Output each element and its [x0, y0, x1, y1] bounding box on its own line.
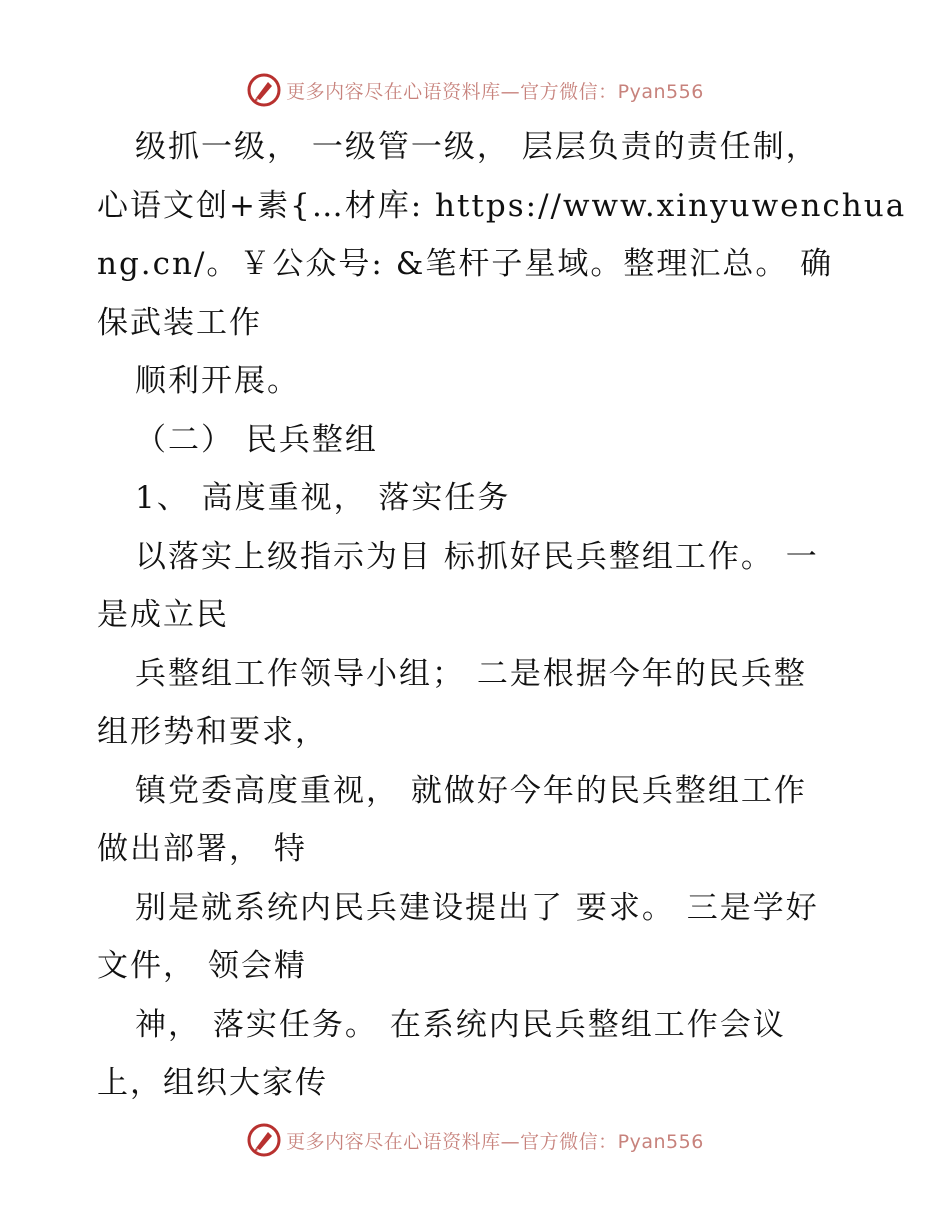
pen-logo-icon	[246, 1122, 282, 1158]
text-line: 文件， 领会精	[97, 948, 307, 984]
text-line: 以落实上级指示为目 标抓好民兵整组工作。 一	[135, 538, 819, 575]
banner-text: 更多内容尽在心语资料库—官方微信：Pyan556	[286, 80, 704, 103]
text-line: 组形势和要求，	[97, 714, 328, 750]
text-line: 做出部署， 特	[97, 831, 307, 867]
text-line: 心语文创+素{…材库: https://www.xinyuwenchua	[97, 187, 907, 224]
document-body	[97, 118, 907, 1113]
text-line: 镇党委高度重视， 就做好今年的民兵整组工作	[135, 772, 807, 809]
text-line: 是成立民	[97, 597, 229, 633]
banner-text: 更多内容尽在心语资料库—官方微信：Pyan556	[286, 1130, 704, 1153]
text-line: 神， 落实任务。 在系统内民兵整组工作会议	[135, 1006, 786, 1043]
text-line: 保武装工作	[97, 304, 262, 341]
text-line: 级抓一级， 一级管一级， 层层负责的责任制，	[135, 129, 819, 165]
text-line: 别是就系统内民兵建设提出了 要求。 三是学好	[135, 889, 819, 926]
text-line: 兵整组工作领导小组； 二是根据今年的民兵整	[135, 655, 807, 692]
pen-logo-icon	[246, 72, 282, 108]
text-line: 顺利开展。	[135, 363, 300, 399]
text-line: 上，组织大家传	[97, 1065, 328, 1101]
footer-banner	[0, 1120, 950, 1160]
text-line: ng.cn/。￥公众号: &笔杆子星域。整理汇总。 确	[97, 246, 834, 282]
text-line: 1、 高度重视， 落实任务	[135, 480, 511, 516]
header-banner	[0, 70, 950, 110]
text-line: （二） 民兵整组	[135, 421, 378, 458]
